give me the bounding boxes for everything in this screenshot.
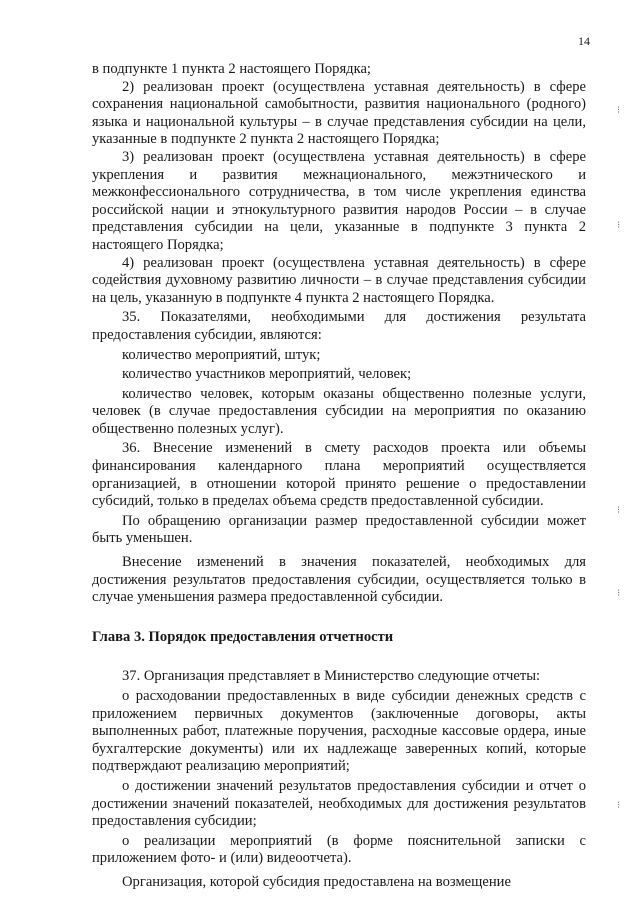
chapter-heading: Глава 3. Порядок предоставления отчетности: [92, 628, 394, 645]
margin-mark: ⁝: [617, 220, 621, 231]
paragraph: 36. Внесение изменений в смету расходов проекта или объемы финансирования календарного плана мероприятий осуществляется организацией, в отношении которой принято решение о предоставлении субсидий, только в пределах объема средств предоставленной субсидии.: [92, 440, 586, 510]
list-item: количество человек, которым оказаны общественно полезные услуги, человек (в случае предоставления субсидии на мероприятия по оказанию общественно полезных услуг).: [92, 385, 586, 437]
list-item: о реализации мероприятий (в форме пояснительной записки с приложением фото- и (или) видеоотчета).: [92, 832, 586, 867]
list-item: о расходовании предоставленных в виде субсидии денежных средств с приложением первичных документов (заключенные договоры, акты выполненных работ, платежные поручения, расходные кассовые ордера, иные бухгалтерские документы) или их надлежаще заверенных копий, которые подтверждают реализацию мероприятий;: [92, 688, 586, 775]
list-item: количество мероприятий, штук;: [122, 346, 321, 363]
document-body: [92, 61, 586, 892]
paragraph: Внесение изменений в значения показателей, необходимых для достижения результатов предоставления субсидии, осуществляется только в случае уменьшения размера предоставленной субсидии.: [92, 554, 586, 606]
margin-mark: ⁝: [617, 105, 621, 116]
paragraph: 2) реализован проект (осуществлена уставная деятельность) в сфере сохранения национальной самобытности, развития национального (родного) языка и национальной культуры – в случае представления субсидии на цели, указанные в подпункте 2 пункта 2 настоящего Порядка;: [92, 78, 586, 148]
paragraph: 4) реализован проект (осуществлена уставная деятельность) в сфере содействия духовному развитию личности – в случае представления субсидии на цель, указанную в подпункте 4 пункта 2 настоящего Порядка.: [92, 254, 586, 306]
paragraph: 37. Организация представляет в Министерство следующие отчеты:: [122, 668, 541, 685]
margin-mark: ⁝: [617, 588, 621, 599]
list-item: о достижении значений результатов предоставления субсидии и отчет о достижении значений показателей, необходимых для достижения результатов предоставления субсидии;: [92, 777, 586, 830]
paragraph: 35. Показателями, необходимыми для достижения результата предоставления субсидии, являются:: [92, 309, 586, 343]
paragraph: По обращению организации размер предоставленной субсидии может быть уменьшен.: [92, 512, 586, 547]
margin-mark: ⁝: [617, 505, 621, 516]
paragraph: в подпункте 1 пункта 2 настоящего Порядка;: [92, 61, 371, 77]
paragraph: Организация, которой субсидия предоставлена на возмещение: [122, 873, 511, 890]
margin-mark: ⁝: [617, 800, 621, 811]
list-item: количество участников мероприятий, человек;: [122, 366, 412, 383]
paragraph: 3) реализован проект (осуществлена уставная деятельность) в сфере укрепления и развития межнационального, межэтнического и межконфессионального сотрудничества, в том числе укрепления единства российской нации и этнокультурного развития народов России – в случае представления субсидии на цели, указанные в подпункте 3 пункта 2 настоящего Порядка;: [92, 148, 586, 253]
page-number: 14: [578, 34, 590, 48]
